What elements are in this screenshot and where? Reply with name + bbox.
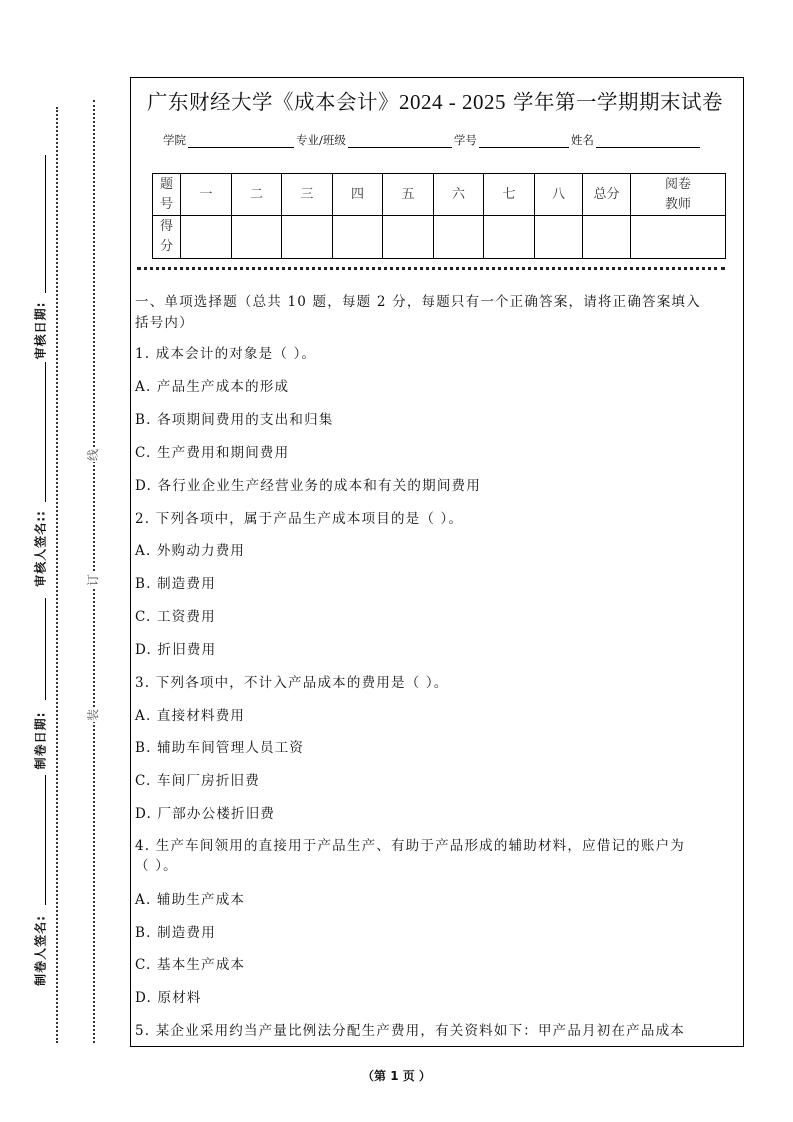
- answer-option: C. 车间厂房折旧费: [135, 773, 260, 789]
- col-header-1: 一: [181, 174, 232, 216]
- score-table: [152, 173, 726, 259]
- major-class-field[interactable]: [348, 134, 452, 148]
- col-header-4: 四: [333, 174, 383, 216]
- grader-cell[interactable]: [631, 216, 726, 259]
- major-class-label: 专业/班级: [296, 133, 346, 147]
- answer-option: C. 基本生产成本: [135, 957, 246, 973]
- answer-option: B. 辅助车间管理人员工资: [135, 740, 305, 756]
- answer-option: A. 辅助生产成本: [135, 892, 246, 908]
- question-text: 4. 生产车间领用的直接用于产品生产、有助于产品形成的辅助材料，应借记的账户为: [135, 838, 685, 854]
- page-number: （第 1 页 ）: [362, 1069, 431, 1083]
- score-cell-4[interactable]: [333, 216, 383, 259]
- author-date-line: [45, 775, 46, 905]
- score-cell-6[interactable]: [434, 216, 484, 259]
- score-row-header: 得 分: [153, 216, 181, 259]
- answer-option: D. 折旧费用: [135, 642, 217, 658]
- col-header-5: 五: [383, 174, 434, 216]
- question-number-header: 题 号: [153, 174, 181, 216]
- col-header-total: 总分: [583, 174, 631, 216]
- answer-option: C. 工资费用: [135, 609, 216, 625]
- review-date-label: 审核日期:: [33, 301, 48, 360]
- question-text: 2. 下列各项中，属于产品生产成本项目的是（ ）。: [135, 511, 464, 527]
- answer-option: D. 原材料: [135, 990, 202, 1006]
- score-cell-8[interactable]: [535, 216, 583, 259]
- answer-option: A. 外购动力费用: [135, 543, 246, 559]
- answer-option: A. 产品生产成本的形成: [135, 379, 290, 395]
- author-date-label: 制卷日期:: [33, 711, 48, 770]
- col-header-2: 二: [232, 174, 282, 216]
- title-years: 2024 - 2025: [399, 90, 506, 114]
- score-table-score-row: [153, 216, 726, 259]
- score-cell-1[interactable]: [181, 216, 232, 259]
- title-prefix: 广东财经大学《成本会计》: [147, 90, 399, 114]
- exam-title: [147, 85, 737, 115]
- score-cell-5[interactable]: [383, 216, 434, 259]
- review-date-line-lower: [45, 362, 46, 502]
- student-id-field[interactable]: [479, 134, 569, 148]
- question-text: 1. 成本会计的对象是（ ）。: [135, 346, 317, 362]
- student-info-row: [163, 132, 702, 148]
- binding-dotted-line-outer: [56, 107, 58, 1043]
- title-suffix: 学年第一学期期末试卷: [506, 90, 724, 114]
- question-text: （ ）。: [135, 858, 178, 874]
- answer-option: A. 直接材料费用: [135, 708, 246, 724]
- col-header-3: 三: [282, 174, 333, 216]
- question-text: 3. 下列各项中，不计入产品成本的费用是（ ）。: [135, 675, 449, 691]
- cut-mark-zhuang: 装: [86, 709, 100, 722]
- score-cell-3[interactable]: [282, 216, 333, 259]
- name-label: 姓名: [570, 133, 594, 147]
- section-title-line-2: 括号内）: [135, 315, 194, 331]
- col-header-7: 七: [484, 174, 535, 216]
- cut-mark-ding: 订: [86, 574, 100, 587]
- cut-mark-xian: 线: [86, 449, 100, 462]
- reviewer-signature-label: 审核人签名::: [33, 510, 48, 587]
- author-signature-label: 制卷人签名:: [33, 915, 48, 986]
- score-cell-2[interactable]: [232, 216, 282, 259]
- review-date-line: [45, 155, 46, 293]
- answer-option: D. 各行业企业生产经营业务的成本和有关的期间费用: [135, 478, 481, 494]
- header-dotted-divider: [137, 267, 725, 270]
- col-header-6: 六: [434, 174, 484, 216]
- answer-option: B. 制造费用: [135, 925, 216, 941]
- answer-option: B. 制造费用: [135, 576, 216, 592]
- reviewer-signature-line: [45, 598, 46, 700]
- score-table-header-row: [153, 174, 726, 216]
- question-text: 5. 某企业采用约当产量比例法分配生产费用，有关资料如下：甲产品月初在产品成本: [135, 1023, 685, 1039]
- col-header-8: 八: [535, 174, 583, 216]
- student-id-label: 学号: [453, 133, 477, 147]
- answer-option: B. 各项期间费用的支出和归集: [135, 412, 334, 428]
- score-cell-total[interactable]: [583, 216, 631, 259]
- college-field[interactable]: [188, 134, 294, 148]
- grader-header: 阅卷 教师: [631, 174, 726, 216]
- answer-option: D. 厂部办公楼折旧费: [135, 806, 276, 822]
- binding-dotted-line-inner: [93, 100, 95, 1043]
- section-title-line-1: 一、单项选择题（总共 10 题，每题 2 分，每题只有一个正确答案，请将正确答案填入: [135, 294, 701, 310]
- answer-option: C. 生产费用和期间费用: [135, 445, 290, 461]
- name-field[interactable]: [596, 134, 700, 148]
- score-cell-7[interactable]: [484, 216, 535, 259]
- college-label: 学院: [163, 133, 186, 147]
